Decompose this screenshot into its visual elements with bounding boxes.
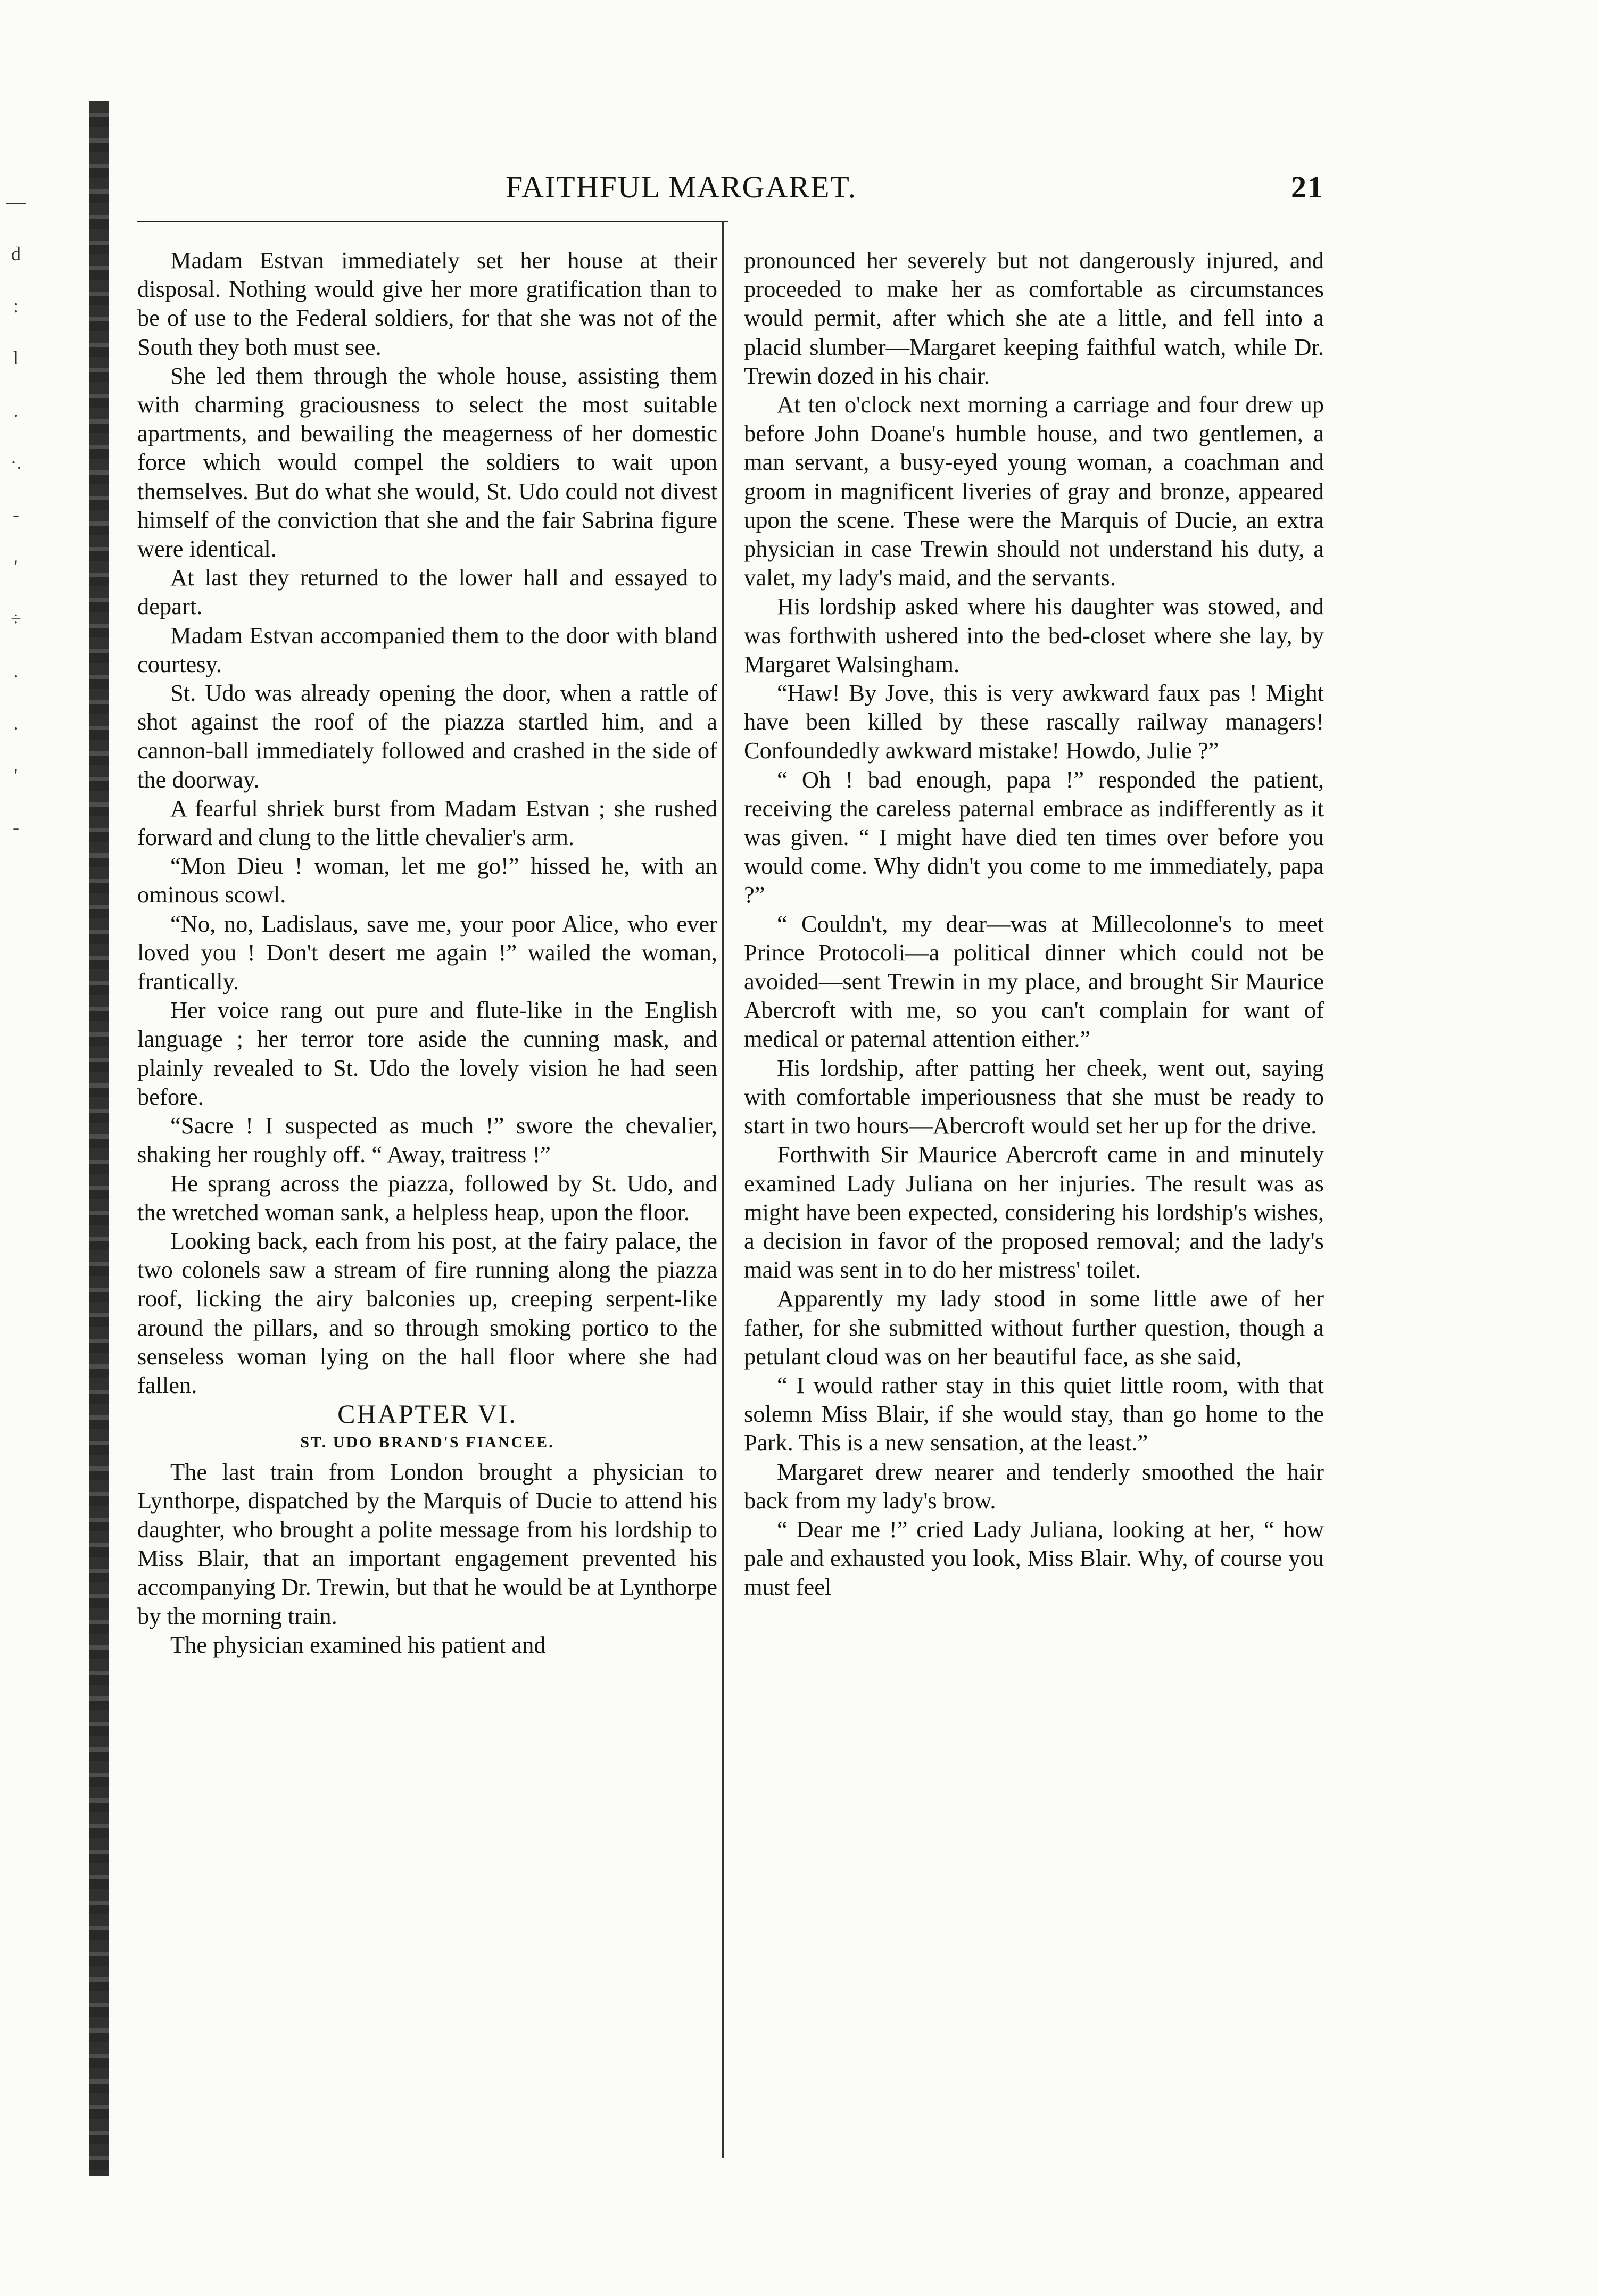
margin-mark: ' (14, 765, 18, 786)
column-divider (722, 221, 724, 2158)
margin-marks (0, 176, 32, 853)
paragraph: A fearful shriek burst from Madam Estvan ; she rushed forward and clung to the little chevalier's arm. (137, 794, 717, 851)
margin-mark: ·. (10, 452, 22, 473)
chapter-subtitle: ST. UDO BRAND'S FIANCEE. (300, 1433, 554, 1452)
margin-mark: — (6, 191, 26, 212)
paragraph: St. Udo was already opening the door, when a rattle of shot against the roof of the piazza startled him, and a cannon-ball immediately followed and crashed in the side of the doorway. (137, 679, 717, 793)
binding-edge (89, 101, 109, 2176)
paragraph: At ten o'clock next morning a carriage and four drew up before John Doane's humble house, and two gentlemen, a man servant, a busy-eyed young woman, a coachman and groom in magnificent liveries of gray and bronze, appeared upon the scene. These were the Marquis of Ducie, an extra physician in case Trewin should not understand his duty, a valet, my lady's maid, and the servants. (744, 391, 1324, 591)
margin-mark: d (11, 243, 21, 264)
paragraph: “ Oh ! bad enough, papa !” responded the patient, receiving the careless paternal embrace as indifferently as it was given. “ I might have died ten times over before you would come. Why didn't you come to me immediately, papa ?” (744, 766, 1324, 908)
paragraph: She led them through the whole house, assisting them with charming graciousness to select the most suitable apartments, and bewailing the meagerness of her domestic force which would compel the soldiers to wait upon themselves. But do what she would, St. Udo could not divest himself of the conviction that she and the fair Sabrina figure were identical. (137, 362, 717, 562)
paragraph: “Sacre ! I suspected as much !” swore the chevalier, shaking her roughly off. “ Away, traitress !” (137, 1112, 717, 1168)
paragraph: The physician examined his patient and (170, 1631, 546, 1658)
margin-mark: ' (14, 556, 18, 577)
paragraph: Apparently my lady stood in some little awe of her father, for she submitted without further question, though a petulant cloud was on her beautiful face, as she said, (744, 1285, 1324, 1370)
paragraph: “ Dear me !” cried Lady Juliana, looking at her, “ how pale and exhausted you look, Miss Blair. Why, of course you must feel (744, 1515, 1324, 1601)
paragraph: “Haw! By Jove, this is very awkward faux pas ! Might have been killed by these rascally railway managers! Confoundedly awkward mistake! Howdo, Julie ?” (744, 679, 1324, 764)
paragraph: “ I would rather stay in this quiet little room, with that solemn Miss Blair, if she would stay, than go home to the Park. This is a new sensation, at the least.” (744, 1371, 1324, 1456)
margin-mark: - (13, 504, 19, 525)
paragraph: His lordship, after patting her cheek, went out, saying with comfortable imperiousness that she must be ready to start in two hours—Abercroft would set her up for the drive. (744, 1054, 1324, 1139)
paragraph: “Mon Dieu ! woman, let me go!” hissed he, with an ominous scowl. (137, 852, 717, 908)
margin-mark: : (13, 295, 19, 317)
running-header (137, 169, 1324, 218)
paragraph: Madam Estvan accompanied them to the door with bland courtesy. (137, 621, 717, 677)
chapter-heading: CHAPTER VI. (337, 1399, 517, 1429)
paragraph: His lordship asked where his daughter was stowed, and was forthwith ushered into the bed-closet where she lay, by Margaret Walsingham. (744, 593, 1324, 677)
paragraph: Her voice rang out pure and flute-like in the English language ; her terror tore aside the cunning mask, and plainly revealed to St. Udo the lovely vision he had seen before. (137, 997, 717, 1110)
paragraph: The last train from London brought a physician to Lynthorpe, dispatched by the Marquis of Ducie to attend his daughter, who brought a polite message from his lordship to Miss Blair, that an important engagement prevented his accompanying Dr. Trewin, but that he would be at Lynthorpe by the morning train. (137, 1458, 717, 1629)
margin-mark: ÷ (11, 608, 21, 629)
running-title: FAITHFUL MARGARET. (506, 170, 857, 204)
header-rule (137, 221, 728, 222)
paragraph: “ Couldn't, my dear—was at Millecolonne's to meet Prince Protocoli—a political dinner which could not be avoided—sent Trewin in my place, and brought Sir Maurice Abercroft with me, so you can't complain for want of medical or paternal attention either.” (744, 910, 1324, 1052)
paragraph: At last they returned to the lower hall and essayed to depart. (137, 564, 717, 620)
margin-mark: - (13, 817, 19, 838)
paragraph: Looking back, each from his post, at the fairy palace, the two colonels saw a stream of fire running along the piazza roof, licking the airy balconies up, creeping serpent-like around the pillars, and so through smoking portico to the senseless woman lying on the hall floor where she had fallen. (137, 1227, 717, 1398)
paragraph: Forthwith Sir Maurice Abercroft came in and minutely examined Lady Juliana on her injuries. The result was as might have been expected, considering his lordship's wishes, a decision in favor of the proposed removal; and the lady's maid was sent in to do her mistress' toilet. (744, 1141, 1324, 1283)
paragraph: Madam Estvan immediately set her house at their disposal. Nothing would give her more gratification than to be of use to the Federal soldiers, for that she was not of the South they both must see. (137, 247, 717, 360)
paragraph: He sprang across the piazza, followed by St. Udo, and the wretched woman sank, a helpless heap, upon the floor. (137, 1170, 717, 1225)
paragraph-continuation: pronounced her severely but not dangerously injured, and proceeded to make her as comfortable as circumstances would permit, after which she ate a little, and fell into a placid slumber—Margaret keeping faithful watch, while Dr. Trewin dozed in his chair. (744, 247, 1324, 389)
margin-mark: . (13, 712, 19, 734)
left-column (137, 246, 717, 1659)
paragraph: “No, no, Ladislaus, save me, your poor Alice, who ever loved you ! Don't desert me again !” wailed the woman, frantically. (137, 910, 717, 995)
paragraph: Margaret drew nearer and tenderly smoothed the hair back from my lady's brow. (744, 1458, 1324, 1514)
margin-mark: . (13, 660, 19, 682)
margin-mark: . (13, 400, 19, 421)
page-number: 21 (1291, 170, 1324, 204)
margin-mark: l (13, 347, 19, 369)
right-column (744, 246, 1324, 1602)
